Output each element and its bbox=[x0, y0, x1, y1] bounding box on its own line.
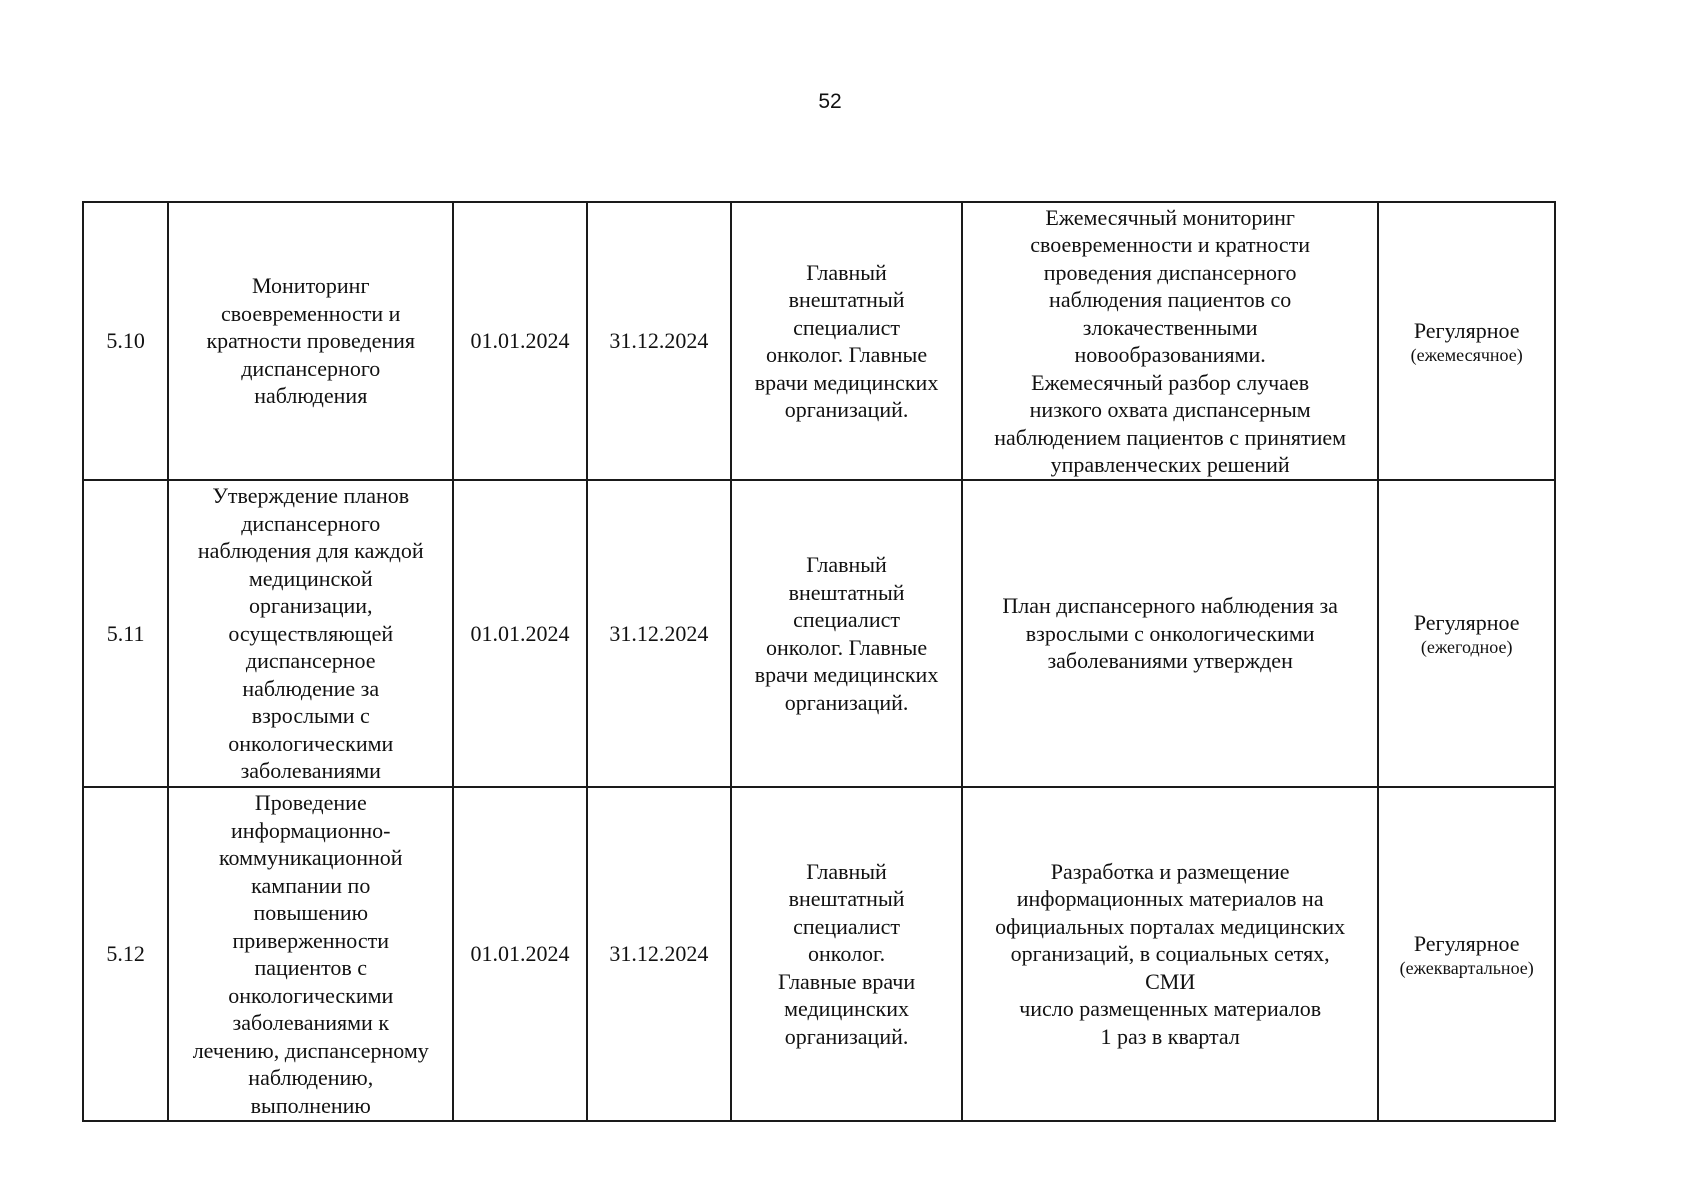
start-date-cell: 01.01.2024 bbox=[453, 202, 586, 480]
activity-name-line: осуществляющей bbox=[228, 620, 394, 646]
responsible-line: врачи медицинских bbox=[754, 662, 939, 687]
responsible-cell bbox=[731, 480, 962, 787]
activity-name-line: кампании по bbox=[251, 872, 371, 898]
activity-name-line: Проведение bbox=[254, 790, 367, 815]
activity-name-cell bbox=[168, 202, 453, 480]
result-line: План диспансерного наблюдения за bbox=[1002, 593, 1338, 619]
activity-name-line: коммуникационной bbox=[218, 845, 403, 870]
type-cell bbox=[1378, 480, 1555, 787]
responsible-line: медицинских bbox=[784, 996, 910, 1022]
activity-name-line: онкологическими bbox=[228, 982, 394, 1008]
responsible-line: Главный bbox=[806, 259, 887, 285]
responsible-line: организаций. bbox=[784, 397, 909, 422]
result-line: Ежемесячный мониторинг bbox=[1045, 204, 1295, 230]
responsible-line: Главный bbox=[806, 552, 887, 577]
responsible-line: специалист bbox=[793, 913, 901, 939]
result-line: взрослыми с онкологическими bbox=[1025, 620, 1315, 646]
activity-name-line: организации, bbox=[248, 593, 373, 619]
activity-name-line: наблюдение за bbox=[242, 675, 380, 701]
type-cell bbox=[1378, 202, 1555, 480]
responsible-line: специалист bbox=[793, 607, 901, 632]
result-line: низкого охвата диспансерным bbox=[1029, 397, 1311, 422]
type-label: Регулярное bbox=[1413, 930, 1520, 956]
activity-name-line: наблюдению, bbox=[248, 1065, 374, 1090]
responsible-line: специалист bbox=[793, 314, 901, 340]
responsible-line: организаций. bbox=[784, 689, 909, 715]
row-number-cell: 5.11 bbox=[83, 480, 168, 787]
result-line: организаций, в социальных сетях, bbox=[1010, 941, 1330, 967]
responsible-cell bbox=[731, 202, 962, 480]
activity-name-line: повышению bbox=[253, 900, 369, 925]
table-row bbox=[83, 202, 1555, 480]
end-date-cell: 31.12.2024 bbox=[587, 480, 731, 787]
activity-name-line: взрослыми с bbox=[251, 703, 370, 729]
activity-name-line: приверженности bbox=[232, 927, 389, 953]
activity-name-line: медицинской bbox=[248, 565, 373, 591]
responsible-line: внештатный bbox=[788, 886, 905, 912]
type-label: Регулярное bbox=[1413, 317, 1520, 343]
start-date-cell: 01.01.2024 bbox=[453, 787, 586, 1121]
type-detail: (ежеквартальное) bbox=[1399, 957, 1534, 978]
activity-name-line: диспансерного bbox=[241, 355, 381, 381]
responsible-line: онколог. bbox=[808, 941, 886, 967]
responsible-line: Главный bbox=[806, 858, 887, 884]
activity-name-line: диспансерное bbox=[245, 648, 376, 674]
result-line: заболеваниями утвержден bbox=[1047, 648, 1293, 674]
table-row bbox=[83, 480, 1555, 787]
activity-name-line: заболеваниями к bbox=[232, 1010, 390, 1035]
activity-name-line: онкологическими bbox=[228, 730, 394, 756]
responsible-cell bbox=[731, 787, 962, 1121]
result-line: СМИ bbox=[1145, 968, 1196, 994]
result-line: наблюдением пациентов с принятием bbox=[994, 424, 1347, 450]
responsible-line: организаций. bbox=[784, 1023, 909, 1049]
result-line: своевременности и кратности bbox=[1030, 232, 1311, 257]
responsible-line: внештатный bbox=[788, 579, 905, 605]
result-line: 1 раз в квартал bbox=[1100, 1023, 1240, 1049]
result-cell bbox=[962, 202, 1378, 480]
result-line: официальных порталах медицинских bbox=[995, 913, 1346, 939]
type-cell bbox=[1378, 787, 1555, 1121]
activity-name-line: своевременности и bbox=[221, 300, 401, 326]
result-line: число размещенных материалов bbox=[1019, 996, 1322, 1022]
result-line: информационных материалов на bbox=[1016, 886, 1324, 912]
activity-name-line: Утверждение планов bbox=[212, 483, 410, 509]
activity-name-cell bbox=[168, 787, 453, 1121]
result-line: злокачественными bbox=[1082, 314, 1258, 340]
result-line: управленческих решений bbox=[1050, 452, 1290, 477]
activity-name-line: заболеваниями bbox=[240, 758, 381, 784]
type-detail: (ежегодное) bbox=[1420, 637, 1513, 657]
end-date-cell: 31.12.2024 bbox=[587, 202, 731, 480]
result-cell bbox=[962, 787, 1378, 1121]
activity-name-line: наблюдения bbox=[254, 383, 368, 409]
result-line: проведения диспансерного bbox=[1043, 259, 1297, 285]
activity-name-line: выполнению bbox=[250, 1092, 371, 1118]
page-number: 52 bbox=[818, 90, 842, 113]
row-number-cell: 5.12 bbox=[83, 787, 168, 1121]
responsible-line: Главные врачи bbox=[778, 968, 916, 994]
result-line: новообразованиями. bbox=[1074, 342, 1266, 367]
type-detail: (ежемесячное) bbox=[1410, 344, 1523, 365]
activity-name-line: кратности проведения bbox=[206, 328, 416, 354]
activity-name-cell bbox=[168, 480, 453, 787]
activity-name-line: диспансерного bbox=[241, 510, 381, 536]
result-line: Разработка и размещение bbox=[1050, 858, 1290, 884]
table-row bbox=[83, 787, 1555, 1121]
activity-name-line: лечению, диспансерному bbox=[192, 1037, 429, 1063]
result-cell bbox=[962, 480, 1378, 787]
result-line: Ежемесячный разбор случаев bbox=[1031, 369, 1310, 395]
activity-name-line: Мониторинг bbox=[252, 273, 370, 299]
activity-table bbox=[82, 201, 1556, 1122]
responsible-line: онколог. Главные bbox=[766, 634, 928, 660]
row-number-cell: 5.10 bbox=[83, 202, 168, 480]
responsible-line: врачи медицинских bbox=[754, 369, 939, 395]
type-label: Регулярное bbox=[1413, 610, 1520, 635]
activity-name-line: пациентов с bbox=[254, 955, 368, 980]
responsible-line: онколог. Главные bbox=[766, 342, 928, 367]
start-date-cell: 01.01.2024 bbox=[453, 480, 586, 787]
end-date-cell: 31.12.2024 bbox=[587, 787, 731, 1121]
activity-name-line: наблюдения для каждой bbox=[197, 538, 424, 564]
activity-name-line: информационно- bbox=[231, 817, 391, 843]
responsible-line: внештатный bbox=[788, 287, 905, 312]
result-line: наблюдения пациентов со bbox=[1049, 287, 1292, 312]
